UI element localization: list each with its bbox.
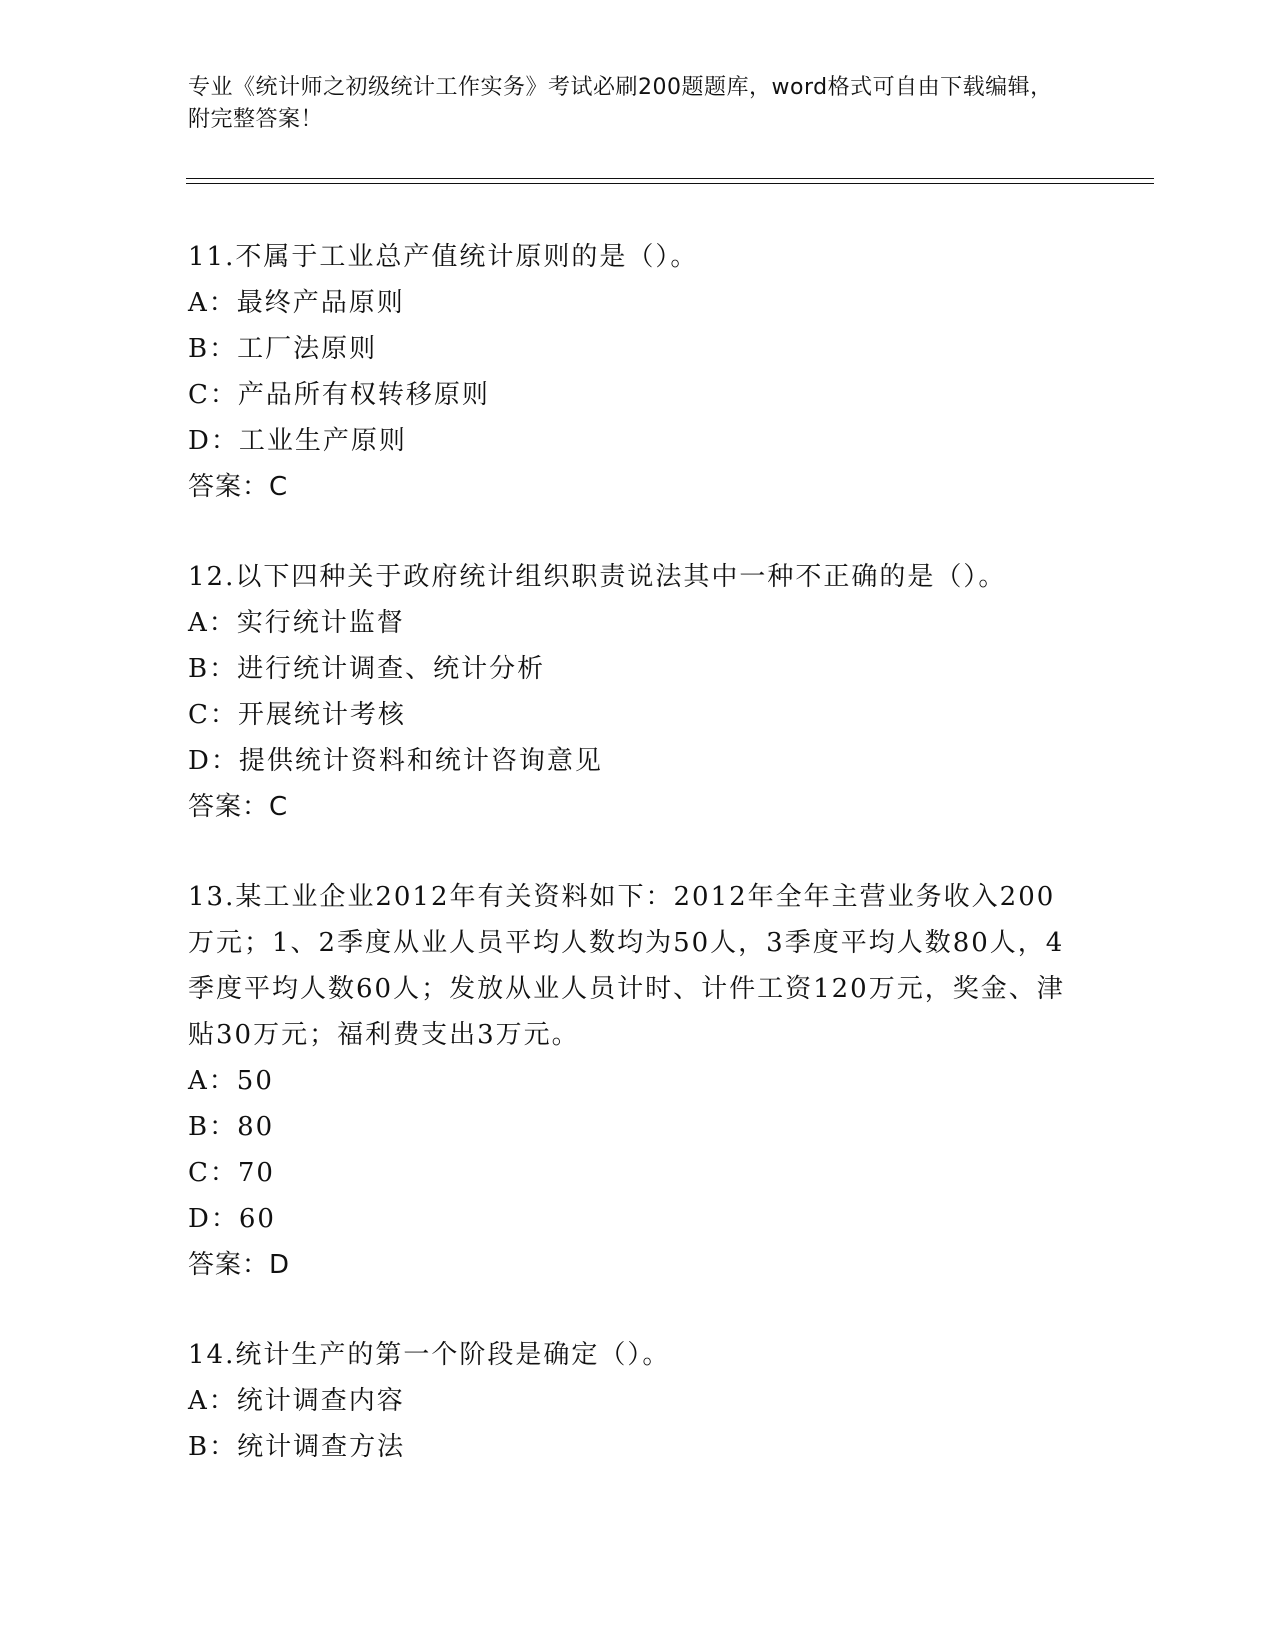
header-text: 专业《统计师之初级统计工作实务》考试必刷200题题库，word格式可自由下载编辑，附完整答案！ (188, 75, 1053, 132)
header-divider-bottom (186, 183, 1154, 184)
option-d: D：工业生产原则 (188, 426, 407, 456)
option-a: A：实行统计监督 (188, 608, 405, 638)
question-spacer (188, 830, 1068, 874)
question-13 (188, 874, 1068, 1288)
question-stem: 12.以下四种关于政府统计组织职责说法其中一种不正确的是（）。 (188, 562, 1007, 592)
answer-line: 答案：C (188, 472, 289, 502)
option-d: D：60 (188, 1204, 276, 1234)
option-d: D：提供统计资料和统计咨询意见 (188, 746, 603, 776)
answer-line: 答案：C (188, 792, 289, 822)
option-b: B：80 (188, 1112, 275, 1142)
question-list (188, 234, 1068, 1470)
option-a: A：统计调查内容 (188, 1386, 405, 1416)
option-b: B：进行统计调查、统计分析 (188, 654, 546, 684)
question-12 (188, 554, 1068, 830)
question-stem: 14.统计生产的第一个阶段是确定（）。 (188, 1340, 671, 1370)
question-spacer (188, 510, 1068, 554)
option-a: A：50 (188, 1066, 274, 1096)
option-b: B：统计调查方法 (188, 1432, 406, 1462)
answer-line: 答案：D (188, 1250, 291, 1280)
header-divider-top (186, 178, 1154, 179)
question-11 (188, 234, 1068, 510)
question-stem: 13.某工业企业2012年有关资料如下：2012年全年主营业务收入200万元；1、2季度从业人员平均人数均为50人，3季度平均人数80人，4季度平均人数60人；发放从业人员计时、计件工资120万元，奖金、津贴30万元；福利费支出3万元。 (188, 882, 1065, 1050)
option-c: C：产品所有权转移原则 (188, 380, 490, 410)
document-header (188, 72, 1068, 136)
option-a: A：最终产品原则 (188, 288, 405, 318)
option-c: C：70 (188, 1158, 275, 1188)
option-c: C：开展统计考核 (188, 700, 406, 730)
option-b: B：工厂法原则 (188, 334, 378, 364)
question-14 (188, 1332, 1068, 1470)
question-spacer (188, 1288, 1068, 1332)
question-stem: 11.不属于工业总产值统计原则的是（）。 (188, 242, 699, 272)
